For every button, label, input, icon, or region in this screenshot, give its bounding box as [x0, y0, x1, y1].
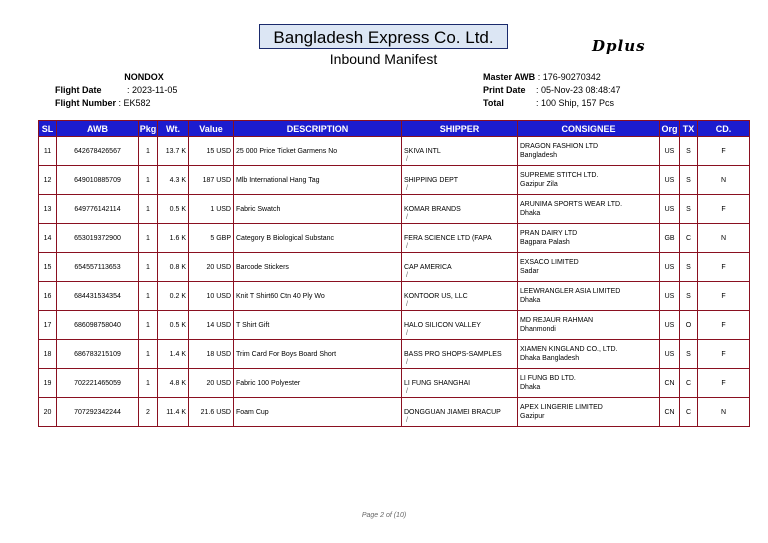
shipper-mark: / [406, 185, 408, 192]
consignee-name: SUPREME STITCH LTD. [520, 172, 599, 179]
total-line [483, 97, 621, 110]
cell-tx: S [680, 253, 698, 282]
cell-pkg: 1 [139, 282, 158, 311]
cell-consignee [518, 340, 660, 369]
shipper-mark: / [406, 359, 408, 366]
cell-tx: O [680, 311, 698, 340]
shipper-name: CAP AMERICA [404, 263, 452, 271]
cell-sl: 13 [39, 195, 57, 224]
company-title: Bangladesh Express Co. Ltd. [259, 24, 508, 49]
shipper-mark: / [406, 243, 408, 250]
cell-awb: 686783215109 [57, 340, 139, 369]
table-row [39, 166, 750, 195]
consignee-name: EXSACO LIMITED [520, 259, 579, 266]
cell-pkg: 1 [139, 137, 158, 166]
cell-shipper [402, 253, 518, 282]
cell-awb: 653019372900 [57, 224, 139, 253]
shipper-name: HALO SILICON VALLEY [404, 321, 481, 329]
cell-cd: F [698, 311, 750, 340]
consignee-location: Dhaka [520, 297, 541, 304]
cell-consignee [518, 311, 660, 340]
cell-shipper [402, 137, 518, 166]
cell-origin: US [660, 311, 680, 340]
col-header-value: Value [189, 121, 234, 137]
cell-description: Fabric 100 Polyester [234, 369, 402, 398]
table-row [39, 398, 750, 427]
cell-awb: 649776142114 [57, 195, 139, 224]
shipper-mark: / [406, 156, 408, 163]
consignee-name: XIAMEN KINGLAND CO., LTD. [520, 346, 618, 353]
cell-awb: 707292342244 [57, 398, 139, 427]
consignee-location: Bagpara Palash [520, 239, 570, 246]
cell-description: Foam Cup [234, 398, 402, 427]
print-date-value: : 05-Nov-23 08:48:47 [536, 85, 621, 95]
cell-consignee [518, 369, 660, 398]
flight-date-line [55, 84, 233, 97]
cell-value: 187 USD [189, 166, 234, 195]
cell-weight: 0.8 K [158, 253, 189, 282]
page-indicator: Page 2 of (10) [361, 512, 407, 519]
cell-cd: N [698, 224, 750, 253]
cell-sl: 14 [39, 224, 57, 253]
cell-pkg: 1 [139, 311, 158, 340]
consignee-location: Dhaka [520, 210, 541, 217]
cell-cd: N [698, 398, 750, 427]
col-header-description: DESCRIPTION [234, 121, 402, 137]
cell-origin: US [660, 282, 680, 311]
cell-sl: 15 [39, 253, 57, 282]
cell-origin: CN [660, 369, 680, 398]
print-date-label: Print Date [483, 85, 526, 95]
col-header-org: Org [660, 121, 680, 137]
manifest-subtitle: Inbound Manifest [329, 51, 438, 67]
cell-cd: F [698, 282, 750, 311]
cell-weight: 0.5 K [158, 195, 189, 224]
cell-description: Mlb International Hang Tag [234, 166, 402, 195]
cell-weight: 0.2 K [158, 282, 189, 311]
cell-shipper [402, 224, 518, 253]
col-header-shipper: SHIPPER [402, 121, 518, 137]
cell-pkg: 1 [139, 224, 158, 253]
shipper-name: FERA SCIENCE LTD (FAPA [404, 234, 492, 242]
col-header-pkg: Pkg [139, 121, 158, 137]
consignee-name: DRAGON FASHION LTD [520, 143, 599, 150]
cell-cd: F [698, 253, 750, 282]
master-awb-value: : 176-90270342 [537, 72, 601, 82]
table-row [39, 369, 750, 398]
table-row [39, 224, 750, 253]
cell-shipper [402, 369, 518, 398]
consignee-name: LI FUNG BD LTD. [520, 375, 576, 382]
cell-pkg: 1 [139, 369, 158, 398]
total-label: Total [483, 98, 504, 108]
consignee-location: Dhaka [520, 384, 541, 391]
cell-weight: 11.4 K [158, 398, 189, 427]
cell-tx: S [680, 340, 698, 369]
shipper-name: BASS PRO SHOPS-SAMPLES [404, 350, 502, 358]
dplus-logo: Dplus [592, 37, 646, 55]
cell-sl: 20 [39, 398, 57, 427]
shipper-name: SHIPPING DEPT [404, 176, 459, 184]
consignee-location: Dhanmondi [520, 326, 556, 333]
cell-sl: 18 [39, 340, 57, 369]
consignee-name: PRAN DAIRY LTD [520, 230, 578, 237]
cell-origin: GB [660, 224, 680, 253]
col-header-tx: TX [680, 121, 698, 137]
shipper-name: LI FUNG SHANGHAI [404, 379, 471, 387]
col-header-cd: CD. [698, 121, 750, 137]
master-awb-line [483, 71, 621, 84]
cell-shipper [402, 311, 518, 340]
cell-value: 14 USD [189, 311, 234, 340]
cell-value: 20 USD [189, 253, 234, 282]
total-value: : 100 Ship, 157 Pcs [536, 98, 615, 108]
cell-awb: 684431534354 [57, 282, 139, 311]
shipper-name: KONTOOR US, LLC [404, 292, 468, 300]
flight-number-line [55, 97, 233, 110]
cell-weight: 4.8 K [158, 369, 189, 398]
cell-tx: S [680, 137, 698, 166]
cell-origin: US [660, 253, 680, 282]
cell-consignee [518, 398, 660, 427]
cell-sl: 11 [39, 137, 57, 166]
table-body [39, 137, 750, 427]
cell-description: Knit T Shirt60 Ctn 40 Ply Wo [234, 282, 402, 311]
cell-description: Fabric Swatch [234, 195, 402, 224]
cell-origin: US [660, 195, 680, 224]
cell-consignee [518, 253, 660, 282]
col-header-wt: Wt. [158, 121, 189, 137]
cell-sl: 16 [39, 282, 57, 311]
cell-tx: S [680, 282, 698, 311]
table-row [39, 137, 750, 166]
cell-awb: 649010885709 [57, 166, 139, 195]
cell-value: 18 USD [189, 340, 234, 369]
cell-consignee [518, 224, 660, 253]
table-row [39, 282, 750, 311]
cell-cd: F [698, 340, 750, 369]
flight-number-value: : EK582 [118, 98, 151, 108]
cell-cd: F [698, 137, 750, 166]
cell-shipper [402, 166, 518, 195]
cell-value: 5 GBP [189, 224, 234, 253]
cell-value: 1 USD [189, 195, 234, 224]
cell-tx: C [680, 224, 698, 253]
col-header-awb: AWB [57, 121, 139, 137]
cell-description: Trim Card For Boys Board Short [234, 340, 402, 369]
col-header-consignee: CONSIGNEE [518, 121, 660, 137]
cell-cd: F [698, 195, 750, 224]
consignee-name: ARUNIMA SPORTS WEAR LTD. [520, 201, 623, 208]
flight-info [55, 71, 233, 110]
cell-sl: 19 [39, 369, 57, 398]
consignee-location: Bangladesh [520, 152, 557, 159]
cell-origin: CN [660, 398, 680, 427]
manifest-table [38, 120, 750, 427]
cell-consignee [518, 282, 660, 311]
shipper-mark: / [406, 272, 408, 279]
consignee-location: Dhaka Bangladesh [520, 355, 580, 362]
print-date-line [483, 84, 621, 97]
cell-description: 25 000 Price Ticket Garmens No [234, 137, 402, 166]
cell-consignee [518, 195, 660, 224]
cell-weight: 13.7 K [158, 137, 189, 166]
cell-origin: US [660, 137, 680, 166]
cell-shipper [402, 340, 518, 369]
cell-sl: 12 [39, 166, 57, 195]
cell-shipper [402, 282, 518, 311]
cell-tx: S [680, 195, 698, 224]
shipper-mark: / [406, 301, 408, 308]
cell-origin: US [660, 166, 680, 195]
table-row [39, 340, 750, 369]
cell-tx: C [680, 398, 698, 427]
cell-value: 15 USD [189, 137, 234, 166]
shipper-mark: / [406, 330, 408, 337]
cell-consignee [518, 166, 660, 195]
cell-awb: 686098758040 [57, 311, 139, 340]
master-awb-label: Master AWB [483, 72, 536, 82]
shipper-mark: / [406, 417, 408, 424]
cell-pkg: 2 [139, 398, 158, 427]
cell-shipper [402, 195, 518, 224]
cell-shipper [402, 398, 518, 427]
consignee-name: LEEWRANGLER ASIA LIMITED [520, 288, 621, 295]
shipment-type-label: NONDOX [124, 72, 164, 82]
cell-weight: 1.4 K [158, 340, 189, 369]
cell-origin: US [660, 340, 680, 369]
cell-consignee [518, 137, 660, 166]
consignee-name: APEX LINGERIE LIMITED [520, 404, 603, 411]
cell-description: T Shirt Gift [234, 311, 402, 340]
cell-cd: N [698, 166, 750, 195]
cell-pkg: 1 [139, 253, 158, 282]
table-row [39, 253, 750, 282]
table-row [39, 195, 750, 224]
table-row [39, 311, 750, 340]
cell-description: Barcode Stickers [234, 253, 402, 282]
cell-tx: S [680, 166, 698, 195]
cell-weight: 1.6 K [158, 224, 189, 253]
cell-tx: C [680, 369, 698, 398]
shipper-name: SKIVA INTL [404, 147, 441, 155]
consignee-location: Gazipur Zila [520, 181, 558, 188]
cell-pkg: 1 [139, 195, 158, 224]
flight-date-label: Flight Date [55, 85, 102, 95]
cell-sl: 17 [39, 311, 57, 340]
cell-value: 21.6 USD [189, 398, 234, 427]
shipper-mark: / [406, 214, 408, 221]
flight-number-label: Flight Number [55, 98, 116, 108]
cell-awb: 642678426567 [57, 137, 139, 166]
consignee-location: Sadar [520, 268, 539, 275]
table-header-row [39, 121, 750, 137]
shipper-name: KOMAR BRANDS [404, 205, 461, 213]
cell-weight: 0.5 K [158, 311, 189, 340]
shipper-name: DONGGUAN JIAMEI BRACUP [404, 408, 501, 416]
cell-value: 10 USD [189, 282, 234, 311]
shipper-mark: / [406, 388, 408, 395]
cell-description: Category B Biological Substanc [234, 224, 402, 253]
consignee-name: MD REJAUR RAHMAN [520, 317, 594, 324]
col-header-sl: SL [39, 121, 57, 137]
cell-pkg: 1 [139, 340, 158, 369]
master-info [483, 71, 621, 110]
cell-value: 20 USD [189, 369, 234, 398]
cell-awb: 702221465059 [57, 369, 139, 398]
cell-pkg: 1 [139, 166, 158, 195]
flight-date-value: : 2023-11-05 [127, 85, 178, 95]
cell-cd: F [698, 369, 750, 398]
cell-weight: 4.3 K [158, 166, 189, 195]
consignee-location: Gazipur [520, 413, 545, 420]
cell-awb: 654557113653 [57, 253, 139, 282]
